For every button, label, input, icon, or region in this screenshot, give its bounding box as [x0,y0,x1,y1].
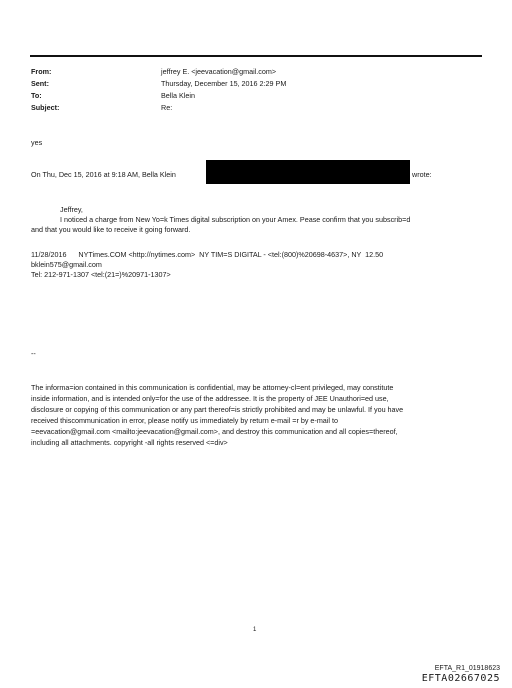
disclaimer-line: received thiscommunication in error, please notify us immediately by return e-mail =r by e-mail to [31,416,338,425]
from-value: jeffrey E. <jeevacation@gmail.com> [161,67,277,76]
subject-row [31,103,172,113]
redaction-block [206,160,410,184]
disclaimer-line: inside information, and is intended only=for the use of the addressee. It is the property of JEE Unauthori=ed use, [31,394,389,403]
reply-text: yes [31,138,43,147]
charge-line: 11/28/2016 NYTimes.COM <http://nytimes.com> NY TIM=S DIGITAL - <tel:(800)%20698-4637>, NY 12.50 [31,250,384,259]
from-label: From: [31,67,52,76]
page-number: 1 [253,627,257,633]
bates-number-secondary: EFTA02667025 [421,673,500,684]
disclaimer-line: disclosure or copying of this communication or any part thereof=is strictly prohibited and may be unlawful. If you have [31,405,404,414]
message-line-1: I noticed a charge from New Yo=k Times digital subscription on your Amex. Pease confirm that you subscrib=d [60,215,411,224]
from-row [31,67,276,77]
to-value: Bella Klein [161,91,195,100]
quote-intro-start: On Thu, Dec 15, 2016 at 9:18 AM, Bella Klein [31,170,176,179]
to-row [31,91,195,101]
bates-number-primary: EFTA_R1_01918623 [434,665,500,672]
signature-separator: -- [31,349,36,358]
header-divider [30,55,482,57]
quote-intro-end: wrote: [412,170,432,179]
email-line: bklein575@gmail.com [31,260,102,269]
to-label: To: [31,91,42,100]
sent-row [31,79,286,89]
disclaimer-line: The informa=ion contained in this communication is confidential, may be attorney-cl=ent privileged, may constitute [31,383,394,392]
salutation: Jeffrey, [60,205,83,214]
sent-label: Sent: [31,79,49,88]
message-line-2: and that you would like to receive it going forward. [31,225,191,234]
sent-value: Thursday, December 15, 2016 2:29 PM [161,79,287,88]
tel-line: Tel: 212-971-1307 <tel:(21=)%20971-1307> [31,270,171,279]
subject-label: Subject: [31,103,60,112]
subject-value: Re: [161,103,173,112]
disclaimer-line: including all attachments. copyright -all rights reserved <=div> [31,438,228,447]
disclaimer-line: =eevacation@gmail.com <mailto:jeevacation@gmail.com>, and destroy this communication and all copies=thereof, [31,427,398,436]
